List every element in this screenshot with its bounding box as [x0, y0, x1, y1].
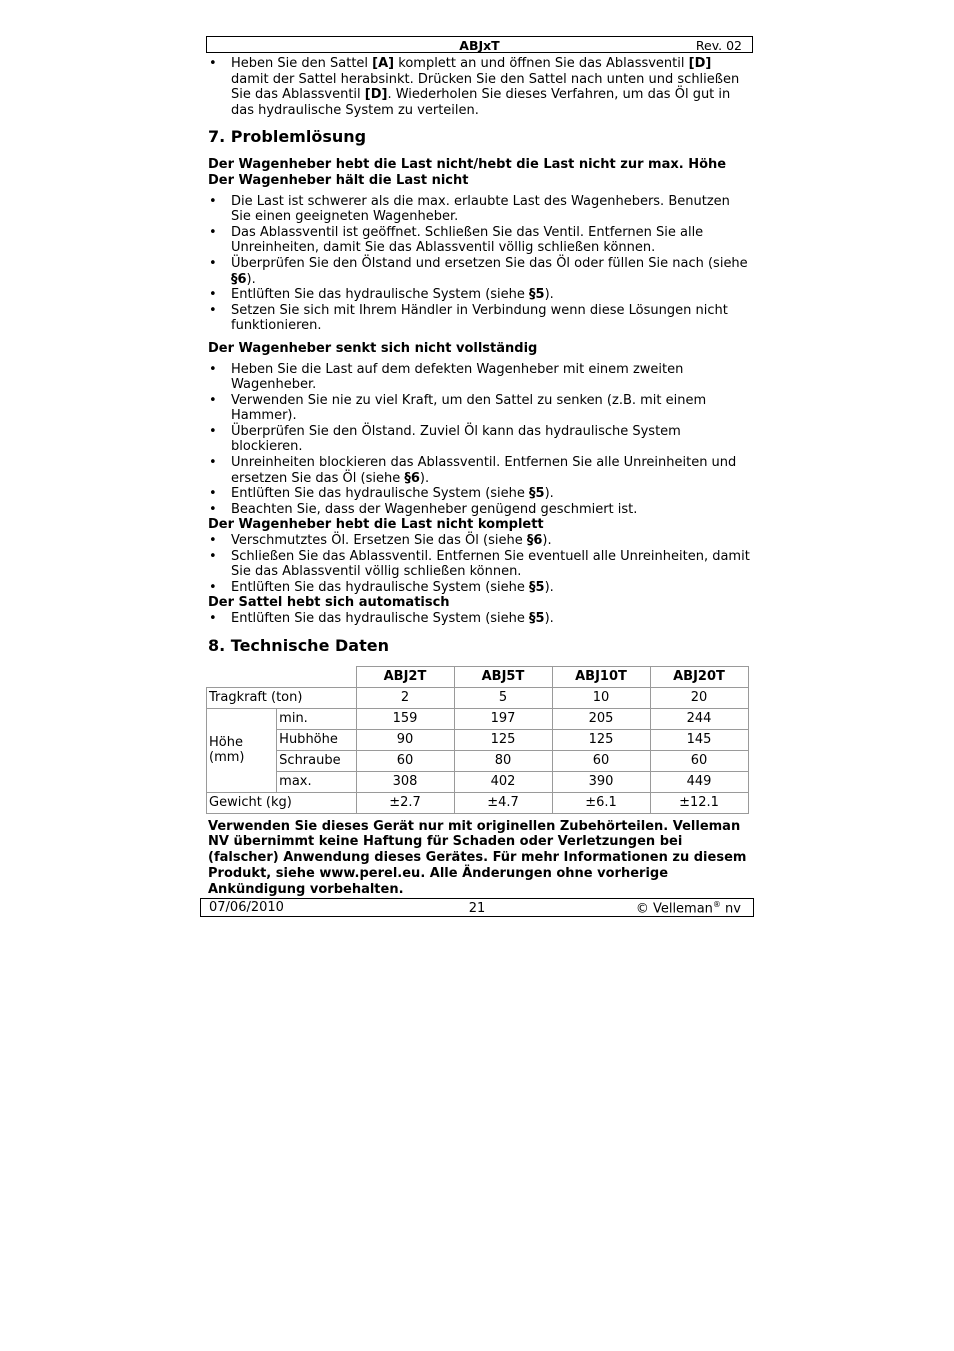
- list-item: • Entlüften Sie das hydraulische System (siehe §5).: [208, 287, 750, 303]
- copyright: © Velleman® nv: [635, 900, 741, 917]
- table-cell: ±12.1: [650, 792, 748, 813]
- section-title-problemloesung: 7. Problemlösung: [208, 127, 367, 147]
- list-item: • Entlüften Sie das hydraulische System (siehe §5).: [208, 580, 750, 596]
- solution-list-4: [208, 611, 750, 627]
- table-cell: 60: [356, 750, 454, 771]
- column-header: ABJ10T: [552, 666, 650, 687]
- table-cell: 390: [552, 771, 650, 792]
- list-item: • Beachten Sie, dass der Wagenheber genügend geschmiert ist.: [208, 502, 750, 518]
- row-label: Schraube: [277, 750, 356, 771]
- page-content: [208, 56, 750, 898]
- row-label: Hubhöhe: [277, 729, 356, 750]
- table-row: [207, 771, 749, 792]
- page-header: [206, 36, 753, 53]
- table-cell: 80: [454, 750, 552, 771]
- table-cell: 308: [356, 771, 454, 792]
- table-cell: 125: [454, 729, 552, 750]
- table-cell: 5: [454, 687, 552, 708]
- table-cell: 60: [552, 750, 650, 771]
- subheading: Der Wagenheber hebt die Last nicht komplett: [208, 517, 544, 533]
- list-item: • Die Last ist schwerer als die max. erlaubte Last des Wagenhebers. Benutzen Sie einen geeigneten Wagenheber.: [208, 194, 750, 225]
- table-cell: 90: [356, 729, 454, 750]
- table-cell: 60: [650, 750, 748, 771]
- column-header: ABJ20T: [650, 666, 748, 687]
- table-cell: 2: [356, 687, 454, 708]
- list-item: • Schließen Sie das Ablassventil. Entfernen Sie eventuell alle Unreinheiten, damit Sie das Ablassventil völlig schließen können.: [208, 549, 750, 580]
- row-label: max.: [277, 771, 356, 792]
- list-item: • Heben Sie den Sattel [A] komplett an und öffnen Sie das Ablassventil [D] damit der Sattel herabsinkt. Drücken Sie den Sattel nach unten und schließen Sie das Ablassventil [D]. Wiederholen Sie dieses Verfahren, um das Öl gut in das hydraulische System zu verteilen.: [208, 56, 750, 118]
- table-cell: 197: [454, 708, 552, 729]
- document-date: 07/06/2010: [209, 900, 284, 915]
- list-item: • Überprüfen Sie den Ölstand. Zuviel Öl kann das hydraulische System blockieren.: [208, 424, 750, 455]
- list-item: • Heben Sie die Last auf dem defekten Wagenheber mit einem zweiten Wagenheber.: [208, 362, 750, 393]
- table-cell: ±4.7: [454, 792, 552, 813]
- row-label: Tragkraft (ton): [207, 687, 357, 708]
- subheading: Der Wagenheber hebt die Last nicht/hebt die Last nicht zur max. Höhe: [208, 157, 727, 173]
- subheading: Der Wagenheber hält die Last nicht: [208, 172, 469, 188]
- list-item: • Verwenden Sie nie zu viel Kraft, um den Sattel zu senken (z.B. mit einem Hammer).: [208, 393, 750, 424]
- column-header: ABJ2T: [356, 666, 454, 687]
- table-cell: 125: [552, 729, 650, 750]
- subheading: Der Sattel hebt sich automatisch: [208, 595, 450, 611]
- list-item: • Entlüften Sie das hydraulische System (siehe §5).: [208, 486, 750, 502]
- list-item: • Das Ablassventil ist geöffnet. Schließen Sie das Ventil. Entfernen Sie alle Unreinheiten, damit Sie das Ablassventil völlig schließen können.: [208, 225, 750, 256]
- row-label: min.: [277, 708, 356, 729]
- row-group-label: Höhe (mm): [207, 708, 277, 792]
- solution-list-3: [208, 533, 750, 595]
- solution-list-2: [208, 362, 750, 518]
- table-cell: 402: [454, 771, 552, 792]
- spec-table: [206, 666, 749, 814]
- table-row: [207, 666, 749, 687]
- page-footer: [200, 898, 754, 917]
- document-title: ABJxT: [459, 38, 500, 53]
- column-header: ABJ5T: [454, 666, 552, 687]
- table-cell: ±2.7: [356, 792, 454, 813]
- list-item: • Überprüfen Sie den Ölstand und ersetzen Sie das Öl oder füllen Sie nach (siehe §6).: [208, 256, 750, 287]
- table-cell: 205: [552, 708, 650, 729]
- table-row: [207, 750, 749, 771]
- revision-label: Rev. 02: [695, 38, 742, 53]
- table-row: [207, 729, 749, 750]
- solution-list-1: [208, 194, 750, 334]
- table-row: [207, 792, 749, 813]
- table-cell: 244: [650, 708, 748, 729]
- table-cell: 159: [356, 708, 454, 729]
- table-cell: 10: [552, 687, 650, 708]
- list-item: • Verschmutztes Öl. Ersetzen Sie das Öl (siehe §6).: [208, 533, 750, 549]
- table-cell: 449: [650, 771, 748, 792]
- table-cell: 145: [650, 729, 748, 750]
- table-cell: ±6.1: [552, 792, 650, 813]
- list-item: • Setzen Sie sich mit Ihrem Händler in Verbindung wenn diese Lösungen nicht funktionieren.: [208, 303, 750, 334]
- list-item: • Entlüften Sie das hydraulische System (siehe §5).: [208, 611, 750, 627]
- intro-list: [208, 56, 750, 118]
- page-number: 21: [468, 901, 486, 916]
- row-label: Gewicht (kg): [207, 792, 357, 813]
- table-row: [207, 687, 749, 708]
- section-title-technische-daten: 8. Technische Daten: [208, 635, 389, 655]
- subheading: Der Wagenheber senkt sich nicht vollständig: [208, 340, 538, 356]
- table-row: [207, 708, 749, 729]
- table-cell: 20: [650, 687, 748, 708]
- disclaimer-note: Verwenden Sie dieses Gerät nur mit originellen Zubehörteilen. Velleman NV übernimmt keine Haftung für Schaden oder Verletzungen bei (falscher) Anwendung dieses Gerätes. Für mehr Informationen zu diesem Produkt, siehe www.perel.eu. Alle Änderungen ohne vorherige Ankündigung vorbehalten.: [208, 818, 747, 897]
- list-item: • Unreinheiten blockieren das Ablassventil. Entfernen Sie alle Unreinheiten und ersetzen Sie das Öl (siehe §6).: [208, 455, 750, 486]
